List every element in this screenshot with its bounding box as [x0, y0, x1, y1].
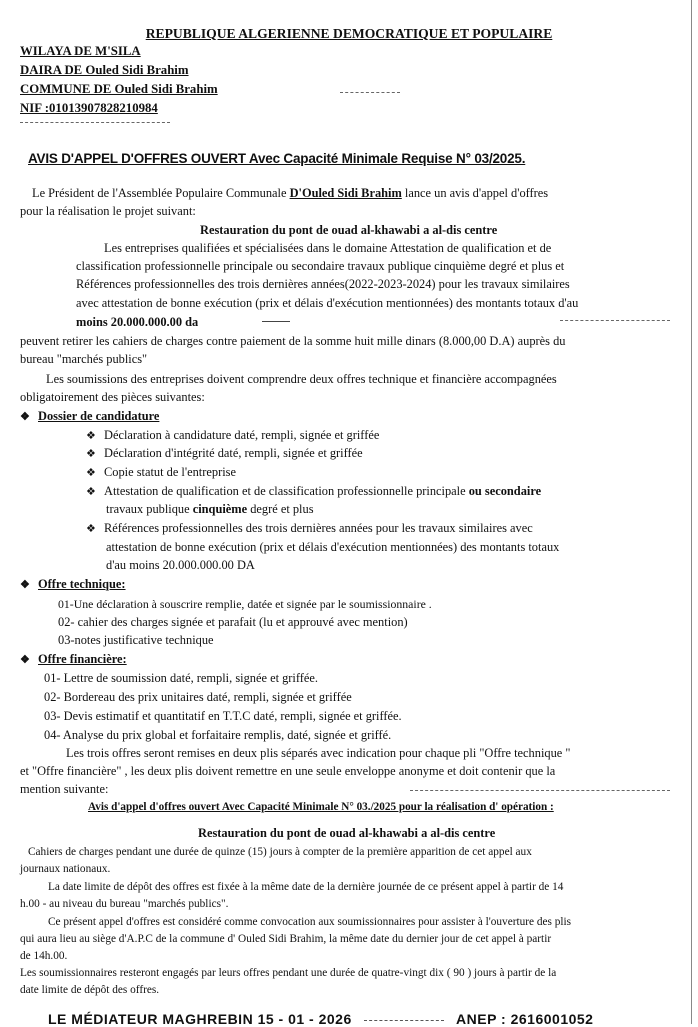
closing-line: h.00 - au niveau du bureau "marchés publics".	[20, 898, 229, 910]
commune-line: COMMUNE DE Ouled Sidi Brahim	[20, 82, 218, 96]
project-name: Restauration du pont de ouad al-khawabi a al-dis centre	[200, 223, 498, 237]
wilaya-line: WILAYA DE M'SILA	[20, 44, 141, 58]
dossier-item-text: Déclaration d'intégrité daté, rempli, signée et griffée	[104, 446, 363, 460]
scan-mark	[410, 790, 670, 791]
dossier-item	[86, 521, 533, 537]
financiere-item: 02- Bordereau des prix unitaires daté, rempli, signée et griffée	[44, 690, 352, 704]
dossier-item	[86, 446, 363, 462]
diamond-bullet-icon: ❖	[20, 654, 30, 666]
diamond-bullet-icon: ❖	[20, 579, 30, 591]
qualification-amount: moins 20.000.000.00 da	[76, 315, 199, 329]
diamond-bullet-icon: ❖	[86, 430, 96, 442]
closing-line: date limite de dépôt des offres.	[20, 984, 160, 996]
financiere-item: 04- Analyse du prix global et forfaitaire remplis, daté, signée et griffé.	[44, 728, 392, 742]
intro-text: Le Président de l'Assemblée Populaire Communale	[32, 186, 290, 200]
technique-heading-text: Offre technique:	[38, 577, 126, 591]
scan-mark	[262, 321, 290, 322]
scan-mark	[364, 1020, 444, 1021]
scan-mark	[20, 122, 170, 123]
qualification-line: Les entreprises qualifiées et spécialisées dans le domaine Attestation de qualification et de	[104, 241, 552, 255]
nif-line: NIF :01013907828210984	[20, 101, 158, 115]
withdraw-line: bureau "marchés publics"	[20, 352, 148, 366]
mention-project: Restauration du pont de ouad al-khawabi a al-dis centre	[198, 826, 496, 840]
anep-reference: ANEP : 2616001052	[456, 1011, 594, 1027]
diamond-bullet-icon: ❖	[86, 467, 96, 479]
envelope-line: mention suivante:	[20, 782, 109, 796]
closing-line: Ce présent appel d'offres est considéré comme convocation aux soumissionnaires pour assister à l'ouverture des plis	[48, 916, 572, 928]
financiere-item: 03- Devis estimatif et quantitatif en T.T.C daté, rempli, signée et griffée.	[44, 709, 402, 723]
intro-line-2: pour la réalisation le projet suivant:	[20, 204, 196, 218]
withdraw-line: peuvent retirer les cahiers de charges contre paiement de la somme huit mille dinars (8.000,00 D.A) auprès du	[20, 334, 566, 348]
dossier-item-text: Déclaration à candidature daté, rempli, signée et griffée	[104, 428, 380, 442]
qualification-line: avec attestation de bonne exécution (prix et délais d'exécution mentionnées) des montants totaux d'au	[76, 296, 579, 310]
publication-footer	[48, 1011, 593, 1027]
diamond-bullet-icon: ❖	[20, 411, 30, 423]
diamond-bullet-icon: ❖	[86, 448, 96, 460]
submission-line: Les soumissions des entreprises doivent comprendre deux offres technique et financière accompagnées	[46, 372, 557, 386]
scan-mark	[340, 92, 400, 93]
qualification-line: classification professionnelle principale ou secondaire travaux publique cinquième degré et plus et	[76, 259, 565, 273]
submission-line: obligatoirement des pièces suivantes:	[20, 390, 205, 404]
technique-heading	[20, 577, 126, 593]
closing-line: qui aura lieu au siège d'A.P.C de la commune d' Ouled Sidi Brahim, la même date du dernier jour de cet appel à partir	[20, 933, 552, 945]
financiere-item: 01- Lettre de soumission daté, rempli, signée et griffée.	[44, 671, 319, 685]
dossier-item-text: Références professionnelles des trois dernières années pour les travaux similaires avec	[104, 521, 533, 535]
newspaper-date: LE MÉDIATEUR MAGHREBIN 15 - 01 - 2026	[48, 1011, 352, 1027]
intro-text: lance un avis d'appel d'offres	[401, 186, 549, 200]
dossier-item-text: degré et plus	[247, 502, 314, 516]
daira-line: DAIRA DE Ouled Sidi Brahim	[20, 63, 189, 77]
dossier-item-cont: attestation de bonne exécution (prix et délais d'exécution mentionnées) des montants totaux	[106, 540, 560, 554]
dossier-item	[86, 465, 236, 481]
closing-line: journaux nationaux.	[20, 863, 111, 875]
republic-heading: REPUBLIQUE ALGERIENNE DEMOCRATIQUE ET POPULAIRE	[145, 26, 553, 41]
dossier-item	[86, 428, 379, 444]
financiere-heading-text: Offre financière:	[38, 652, 127, 666]
dossier-item-cont	[106, 502, 314, 517]
envelope-line: et "Offre financière" , les deux plis doivent remettre en une seule enveloppe anonyme et doit contenir que la	[20, 764, 556, 778]
qualification-line: Références professionnelles des trois dernières années(2022-2023-2024) pour les travaux similaires	[76, 277, 570, 291]
closing-line: de 14h.00.	[20, 950, 68, 962]
scan-mark	[560, 320, 670, 321]
envelope-line: Les trois offres seront remises en deux plis séparés avec indication pour chaque pli "Offre technique "	[66, 746, 571, 760]
dossier-item-text: travaux publique	[106, 502, 193, 516]
closing-line: La date limite de dépôt des offres est fixée à la même date de la dernière journée de ce présent appel à partir de 14	[48, 881, 564, 893]
dossier-item-cont: d'au moins 20.000.000.00 DA	[106, 558, 255, 572]
commune-name: D'Ouled Sidi Brahim	[289, 186, 402, 200]
intro-line-1	[32, 186, 548, 201]
page-edge	[691, 0, 692, 1024]
dossier-heading-text: Dossier de candidature	[38, 409, 160, 423]
diamond-bullet-icon: ❖	[86, 523, 96, 535]
dossier-heading	[20, 409, 159, 425]
closing-line: Cahiers de charges pendant une durée de quinze (15) jours à compter de la première apparition de cet appel aux	[28, 846, 532, 858]
closing-line: Les soumissionnaires resteront engagés par leurs offres pendant une durée de quatre-vingt dix ( 90 ) jours à partir de la	[20, 967, 557, 979]
dossier-item	[86, 484, 541, 500]
mention-heading: Avis d'appel d'offres ouvert Avec Capacité Minimale N° 03./2025 pour la réalisation d' opération :	[88, 801, 554, 813]
dossier-item-emphasis: ou secondaire	[468, 484, 542, 498]
notice-title: AVIS D'APPEL D'OFFRES OUVERT Avec Capacité Minimale Requise N° 03/2025.	[28, 151, 526, 166]
dossier-item-emphasis: cinquième	[192, 502, 248, 516]
financiere-heading	[20, 652, 127, 668]
dossier-item-text: Copie statut de l'entreprise	[104, 465, 236, 479]
technique-item: 01-Une déclaration à souscrire remplie, datée et signée par le soumissionnaire .	[58, 597, 432, 611]
dossier-item-text: Attestation de qualification et de classification professionnelle principale	[104, 484, 469, 498]
technique-item: 03-notes justificative technique	[58, 633, 214, 647]
diamond-bullet-icon: ❖	[86, 486, 96, 498]
technique-item: 02- cahier des charges signée et parafait (lu et approuvé avec mention)	[58, 615, 408, 629]
